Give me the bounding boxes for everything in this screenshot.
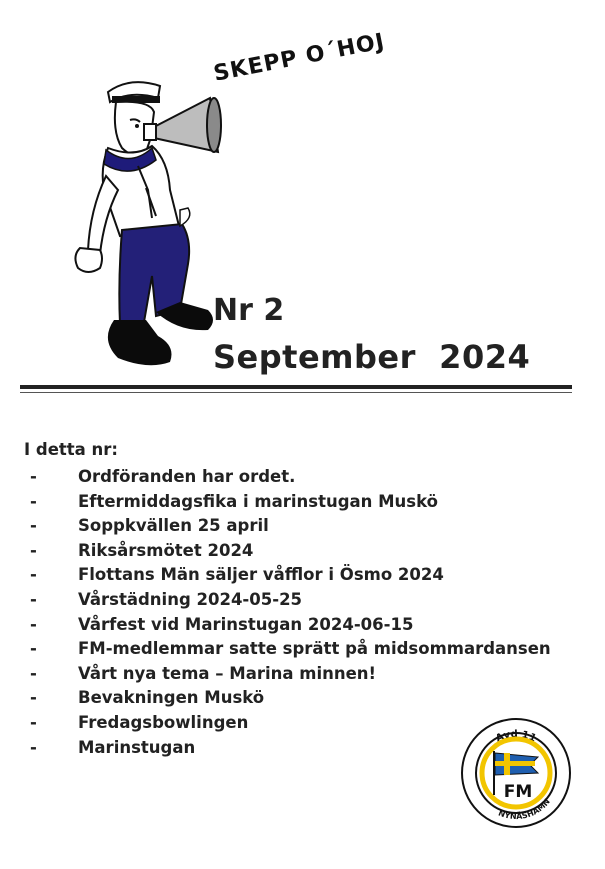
contents-item	[24, 514, 584, 539]
contents-heading: I detta nr:	[24, 440, 119, 459]
contents-item-bullet: -	[30, 712, 37, 732]
sailor-megaphone-illustration	[60, 40, 430, 380]
contents-item	[24, 588, 584, 613]
contents-item	[24, 490, 584, 515]
table-of-contents	[24, 440, 584, 760]
contents-item-bullet: -	[30, 614, 37, 634]
contents-item-bullet: -	[30, 663, 37, 683]
header-divider-thick	[20, 385, 572, 389]
contents-item-bullet: -	[30, 516, 37, 536]
header-divider-thin	[20, 392, 572, 393]
contents-item-bullet: -	[30, 737, 37, 757]
contents-list	[24, 465, 584, 760]
emblem-top-text: Avd 11	[494, 728, 538, 745]
contents-item	[24, 539, 584, 564]
contents-item-title: Marinstugan	[78, 737, 196, 757]
contents-item-title: Ordföranden har ordet.	[78, 467, 296, 486]
contents-item-title: Fredagsbowlingen	[78, 712, 249, 732]
contents-item	[24, 686, 584, 711]
contents-item-title: FM-medlemmar satte sprätt på midsommardansen	[78, 639, 551, 659]
contents-item	[24, 613, 584, 638]
contents-item-bullet: -	[30, 565, 37, 585]
contents-item-bullet: -	[30, 589, 37, 609]
contents-item-bullet: -	[30, 491, 37, 511]
contents-item-bullet: -	[30, 639, 37, 659]
contents-item-title: Vårstädning 2024-05-25	[78, 589, 303, 609]
contents-item	[24, 563, 584, 588]
contents-item-title: Soppkvällen 25 april	[78, 516, 269, 536]
contents-item-bullet: -	[30, 688, 37, 708]
contents-item-bullet: -	[30, 540, 37, 560]
contents-item-title: Eftermiddagsfika i marinstugan Muskö	[78, 491, 438, 511]
contents-item-title: Flottans Män säljer våfflor i Ösmo 2024	[78, 565, 444, 585]
contents-item-bullet: -	[30, 467, 37, 486]
contents-item-title: Vårt nya tema – Marina minnen!	[78, 663, 377, 683]
issue-number: Nr 2	[213, 293, 285, 328]
contents-item	[24, 662, 584, 687]
emblem-center-text: FM	[503, 782, 533, 802]
shout-text: SKEPP O´HOJ	[211, 29, 388, 87]
contents-item-title: Bevakningen Muskö	[78, 688, 265, 708]
fm-club-emblem-icon	[460, 717, 572, 829]
emblem-bottom-text: NYNÄSHAMN	[497, 796, 552, 822]
contents-item-title: Riksårsmötet 2024	[78, 540, 254, 560]
contents-item	[24, 637, 584, 662]
contents-item	[24, 465, 584, 490]
contents-item-title: Vårfest vid Marinstugan 2024-06-15	[78, 614, 414, 634]
issue-date: September 2024	[213, 338, 531, 376]
